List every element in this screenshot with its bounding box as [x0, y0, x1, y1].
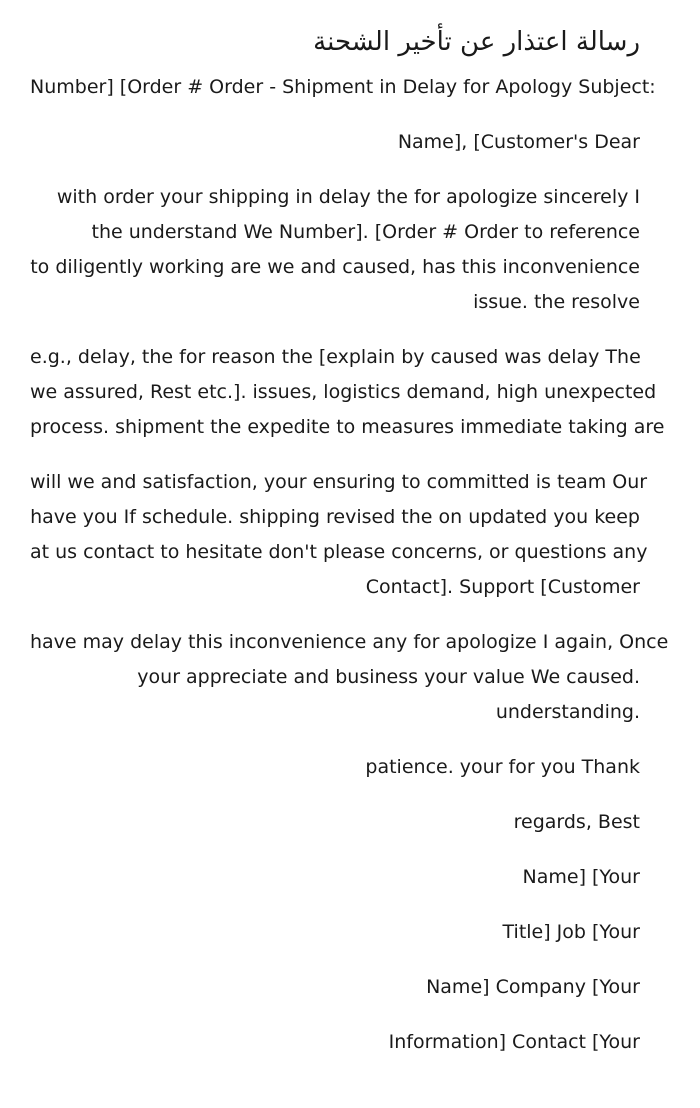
text-line: patience. your for you Thank: [365, 756, 640, 778]
text-line: Number] [Order # Order - Shipment in Delay for Apology Subject:: [30, 76, 656, 98]
text-line: e.g., delay, the for reason the [explain by caused was delay The: [30, 346, 641, 368]
paragraph-closing-apology: [30, 625, 669, 730]
letter-body: [30, 70, 669, 1060]
letter-title: رسالة اعتذار عن تأخير الشحنة: [313, 27, 640, 57]
signature-contact: [30, 1025, 640, 1060]
letter-document: [30, 18, 669, 1060]
salutation: [30, 125, 640, 160]
text-line: Contact]. Support [Customer: [365, 576, 640, 598]
text-line: process. shipment the expedite to measures immediate taking are: [30, 416, 665, 438]
text-line: the understand We Number]. [Order # Order to reference: [91, 221, 640, 243]
subject-line: [30, 70, 656, 105]
paragraph-apology: [30, 180, 640, 320]
paragraph-commitment: [30, 465, 648, 605]
signature-name: [30, 860, 640, 895]
text-line: your appreciate and business your value We caused.: [137, 666, 640, 688]
text-line: understanding.: [495, 701, 640, 723]
text-line: have may delay this inconvenience any for apologize I again, Once: [30, 631, 669, 653]
text-line: with order your shipping in delay the for apologize sincerely I: [56, 186, 640, 208]
text-line: Name] [Your: [522, 866, 640, 888]
signature-job-title: [30, 915, 640, 950]
sign-off: [30, 805, 640, 840]
text-line: Information] Contact [Your: [388, 1031, 640, 1053]
text-line: to diligently working are we and caused, has this inconvenience: [30, 256, 640, 278]
text-line: Name], [Customer's Dear: [397, 131, 640, 153]
text-line: Title] Job [Your: [502, 921, 640, 943]
text-line: have you If schedule. shipping revised the on updated you keep: [30, 506, 640, 528]
text-line: issue. the resolve: [473, 291, 640, 313]
signature-company: [30, 970, 640, 1005]
text-line: will we and satisfaction, your ensuring to committed is team Our: [30, 471, 648, 493]
paragraph-reason: [30, 340, 665, 445]
text-line: at us contact to hesitate don't please concerns, or questions any: [30, 541, 648, 563]
text-line: regards, Best: [513, 811, 640, 833]
text-line: Name] Company [Your: [426, 976, 640, 998]
text-line: we assured, Rest etc.]. issues, logistics demand, high unexpected: [30, 381, 657, 403]
thank-you-line: [30, 750, 640, 785]
